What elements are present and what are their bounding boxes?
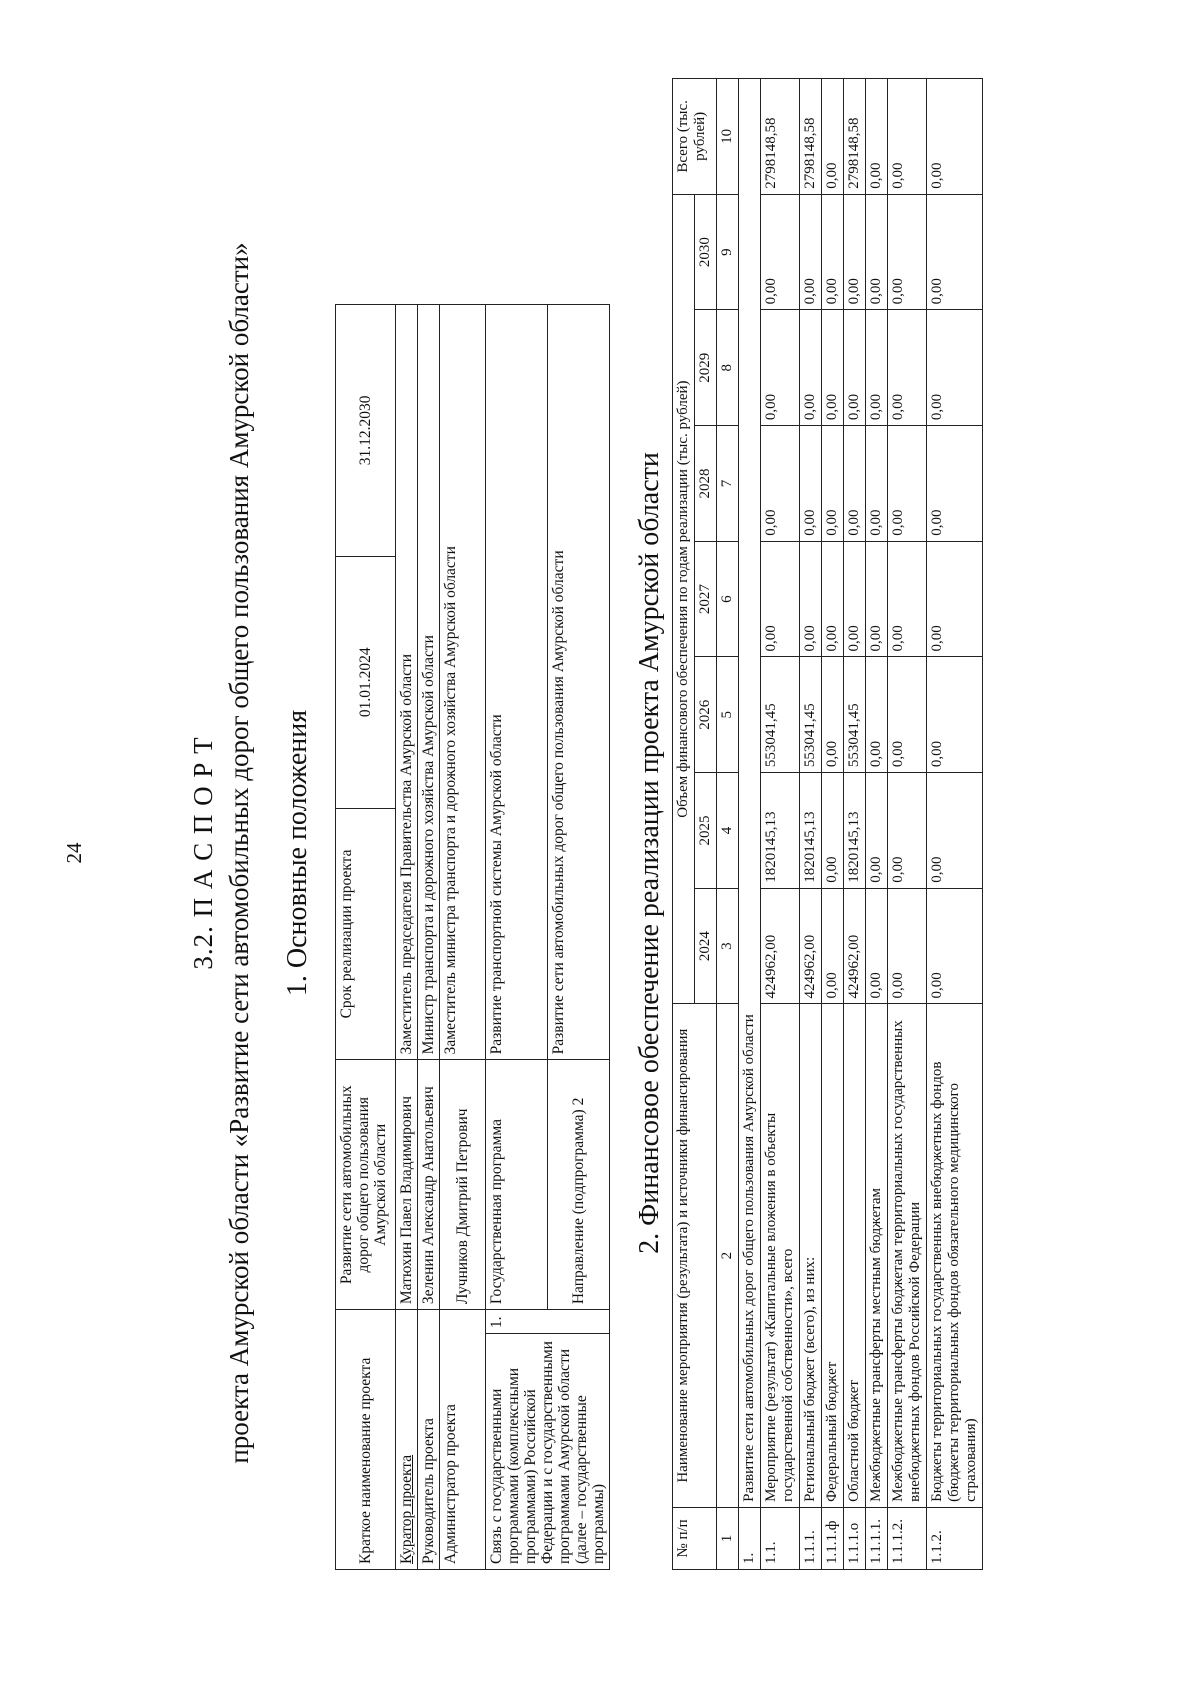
year-header: 2024 bbox=[695, 888, 717, 1004]
amount-cell: 0,00 bbox=[866, 657, 888, 773]
manager-person: Зеленин Александр Анатольевич bbox=[418, 1060, 440, 1310]
table-row bbox=[866, 79, 888, 1570]
amount-cell: 0,00 bbox=[927, 426, 983, 542]
amount-cell: 0,00 bbox=[822, 310, 844, 426]
header-row bbox=[673, 79, 695, 1570]
amount-cell: 0,00 bbox=[822, 426, 844, 542]
amount-cell: 0,00 bbox=[927, 888, 983, 1004]
amount-cell: 1820145,13 bbox=[800, 773, 822, 889]
manager-label: Руководитель проекта bbox=[418, 1310, 440, 1570]
column-index-cell: 6 bbox=[717, 541, 739, 657]
year-header: 2027 bbox=[695, 541, 717, 657]
amount-cell: 0,00 bbox=[822, 194, 844, 310]
row-num: 1.1.1. bbox=[800, 1507, 822, 1569]
amount-cell: 1820145,13 bbox=[844, 773, 866, 889]
amount-cell: 0,00 bbox=[888, 79, 927, 195]
curator-person: Матюхин Павел Владимирович bbox=[396, 1060, 418, 1310]
table-row bbox=[396, 305, 418, 1570]
manager-position: Министр транспорта и дорожного хозяйства Амурской области bbox=[418, 305, 440, 1060]
link-value-program: Развитие транспортной системы Амурской области bbox=[486, 305, 548, 1060]
amount-cell: 0,00 bbox=[822, 888, 844, 1004]
amount-cell: 0,00 bbox=[888, 194, 927, 310]
row-num: 1.1.1.1. bbox=[866, 1507, 888, 1569]
amount-cell: 0,00 bbox=[866, 194, 888, 310]
table-row bbox=[927, 79, 983, 1570]
amount-cell: 0,00 bbox=[927, 310, 983, 426]
amount-cell: 0,00 bbox=[866, 79, 888, 195]
admin-position: Заместитель министра транспорта и дорожного хозяйства Амурской области bbox=[440, 305, 486, 1060]
row-name: Областной бюджет bbox=[844, 1004, 866, 1507]
admin-label: Администратор проекта bbox=[440, 1310, 486, 1570]
column-index-cell: 10 bbox=[717, 79, 739, 195]
amount-cell: 0,00 bbox=[822, 773, 844, 889]
table-row bbox=[844, 79, 866, 1570]
amount-cell: 0,00 bbox=[927, 79, 983, 195]
row-name: Межбюджетные трансферты бюджетам территориальных государственных внебюджетных фондов Российской Федерации bbox=[888, 1004, 927, 1507]
col-total-header: Всего (тыс. рублей) bbox=[673, 79, 717, 195]
amount-cell: 424962,00 bbox=[761, 888, 800, 1004]
start-date: 01.01.2024 bbox=[336, 556, 396, 808]
amount-cell: 0,00 bbox=[844, 310, 866, 426]
link-type-program: Государственная программа bbox=[486, 1060, 548, 1310]
section-text: Развитие сети автомобильных дорог общего пользования Амурской области bbox=[739, 79, 761, 1508]
column-index-cell: 1 bbox=[717, 1507, 739, 1569]
table-row bbox=[418, 305, 440, 1570]
curator-position: Заместитель председателя Правительства Амурской области bbox=[396, 305, 418, 1060]
section-num: 1. bbox=[739, 1507, 761, 1569]
passport-title: 3.2. П А С П О Р Т bbox=[188, 736, 218, 970]
year-header: 2025 bbox=[695, 773, 717, 889]
row-name: Бюджеты территориальных государственных внебюджетных фондов (бюджеты территориальных фондов обязательного медицинского страхования) bbox=[927, 1004, 983, 1507]
year-header: 2029 bbox=[695, 310, 717, 426]
amount-cell: 2798148,58 bbox=[844, 79, 866, 195]
amount-cell: 0,00 bbox=[866, 773, 888, 889]
amount-cell: 0,00 bbox=[822, 79, 844, 195]
amount-cell: 0,00 bbox=[866, 541, 888, 657]
col-num-header: № п/п bbox=[673, 1507, 717, 1569]
amount-cell: 424962,00 bbox=[844, 888, 866, 1004]
amount-cell: 0,00 bbox=[927, 541, 983, 657]
admin-person: Лучников Дмитрий Петрович bbox=[440, 1060, 486, 1310]
table-row bbox=[440, 305, 486, 1570]
amount-cell: 0,00 bbox=[800, 541, 822, 657]
col-name-header: Наименование мероприятия (результата) и источники финансирования bbox=[673, 1004, 717, 1507]
amount-cell: 0,00 bbox=[800, 310, 822, 426]
amount-cell: 424962,00 bbox=[800, 888, 822, 1004]
year-header: 2028 bbox=[695, 426, 717, 542]
amount-cell: 0,00 bbox=[844, 194, 866, 310]
amount-cell: 0,00 bbox=[761, 426, 800, 542]
row-num: 1.1.1.2. bbox=[888, 1507, 927, 1569]
section-1-heading: 1. Основные положения bbox=[282, 709, 313, 997]
link-type-direction: Направление (подпрограмма) 2 bbox=[548, 1060, 610, 1310]
row-name: Региональный бюджет (всего), из них: bbox=[800, 1004, 822, 1507]
amount-cell: 0,00 bbox=[888, 773, 927, 889]
amount-cell: 0,00 bbox=[844, 426, 866, 542]
curator-label: Куратор проекта bbox=[396, 1310, 418, 1570]
amount-cell: 0,00 bbox=[761, 194, 800, 310]
table-row bbox=[336, 305, 396, 1570]
table-row bbox=[888, 79, 927, 1570]
table-row bbox=[486, 305, 548, 1570]
amount-cell: 0,00 bbox=[761, 541, 800, 657]
year-header: 2030 bbox=[695, 194, 717, 310]
link-num: 1. bbox=[486, 1310, 610, 1334]
column-index-cell: 3 bbox=[717, 888, 739, 1004]
amount-cell: 0,00 bbox=[800, 194, 822, 310]
amount-cell: 2798148,58 bbox=[800, 79, 822, 195]
table-row bbox=[800, 79, 822, 1570]
amount-cell: 0,00 bbox=[927, 773, 983, 889]
column-index-cell: 2 bbox=[717, 1004, 739, 1507]
amount-cell: 553041,45 bbox=[844, 657, 866, 773]
amount-cell: 0,00 bbox=[761, 310, 800, 426]
link-label: Связь с государственными программами (комплексными программами) Российской Федерации и с государственными программами Амурской области (далее – государственные программы) bbox=[486, 1334, 610, 1570]
col-years-header: Объем финансового обеспечения по годам реализации (тыс. рублей) bbox=[673, 194, 695, 1004]
amount-cell: 0,00 bbox=[800, 426, 822, 542]
row-num: 1.1.2. bbox=[927, 1507, 983, 1569]
row-name: Федеральный бюджет bbox=[822, 1004, 844, 1507]
row-name: Межбюджетные трансферты местным бюджетам bbox=[866, 1004, 888, 1507]
amount-cell: 553041,45 bbox=[800, 657, 822, 773]
column-index-cell: 9 bbox=[717, 194, 739, 310]
passport-subtitle: проекта Амурской области «Развитие сети автомобильных дорог общего пользования Амурской области» bbox=[224, 242, 254, 1464]
amount-cell: 0,00 bbox=[888, 888, 927, 1004]
column-index-cell: 5 bbox=[717, 657, 739, 773]
amount-cell: 0,00 bbox=[927, 194, 983, 310]
amount-cell: 0,00 bbox=[866, 310, 888, 426]
end-date: 31.12.2030 bbox=[336, 305, 396, 557]
row-num: 1.1.1.ф bbox=[822, 1507, 844, 1569]
row-name: Мероприятие (результат) «Капитальные вложения в объекты государственной собственности», всего bbox=[761, 1004, 800, 1507]
amount-cell: 1820145,13 bbox=[761, 773, 800, 889]
link-value-direction: Развитие сети автомобильных дорог общего пользования Амурской области bbox=[548, 305, 610, 1060]
term-label: Срок реализации проекта bbox=[336, 808, 396, 1060]
amount-cell: 0,00 bbox=[888, 541, 927, 657]
amount-cell: 0,00 bbox=[927, 657, 983, 773]
amount-cell: 553041,45 bbox=[761, 657, 800, 773]
amount-cell: 0,00 bbox=[888, 310, 927, 426]
section-2-heading: 2. Финансовое обеспечение реализации проекта Амурской области bbox=[634, 452, 665, 1254]
column-index-cell: 4 bbox=[717, 773, 739, 889]
amount-cell: 0,00 bbox=[888, 426, 927, 542]
amount-cell: 0,00 bbox=[888, 657, 927, 773]
amount-cell: 2798148,58 bbox=[761, 79, 800, 195]
table-row bbox=[761, 79, 800, 1570]
column-index-cell: 8 bbox=[717, 310, 739, 426]
amount-cell: 0,00 bbox=[866, 888, 888, 1004]
short-name-label: Краткое наименование проекта bbox=[336, 1310, 396, 1570]
amount-cell: 0,00 bbox=[822, 541, 844, 657]
short-name-value: Развитие сети автомобильных дорог общего пользования Амурской области bbox=[336, 1060, 396, 1310]
year-header: 2026 bbox=[695, 657, 717, 773]
column-index-cell: 7 bbox=[717, 426, 739, 542]
page-number: 24 bbox=[62, 842, 86, 864]
table-row bbox=[822, 79, 844, 1570]
row-num: 1.1.1.о bbox=[844, 1507, 866, 1569]
amount-cell: 0,00 bbox=[844, 541, 866, 657]
row-num: 1.1. bbox=[761, 1507, 800, 1569]
amount-cell: 0,00 bbox=[866, 426, 888, 542]
main-provisions-table bbox=[335, 304, 610, 1570]
financing-table bbox=[672, 78, 983, 1570]
index-row bbox=[717, 79, 739, 1570]
section-row bbox=[739, 79, 761, 1570]
amount-cell: 0,00 bbox=[822, 657, 844, 773]
